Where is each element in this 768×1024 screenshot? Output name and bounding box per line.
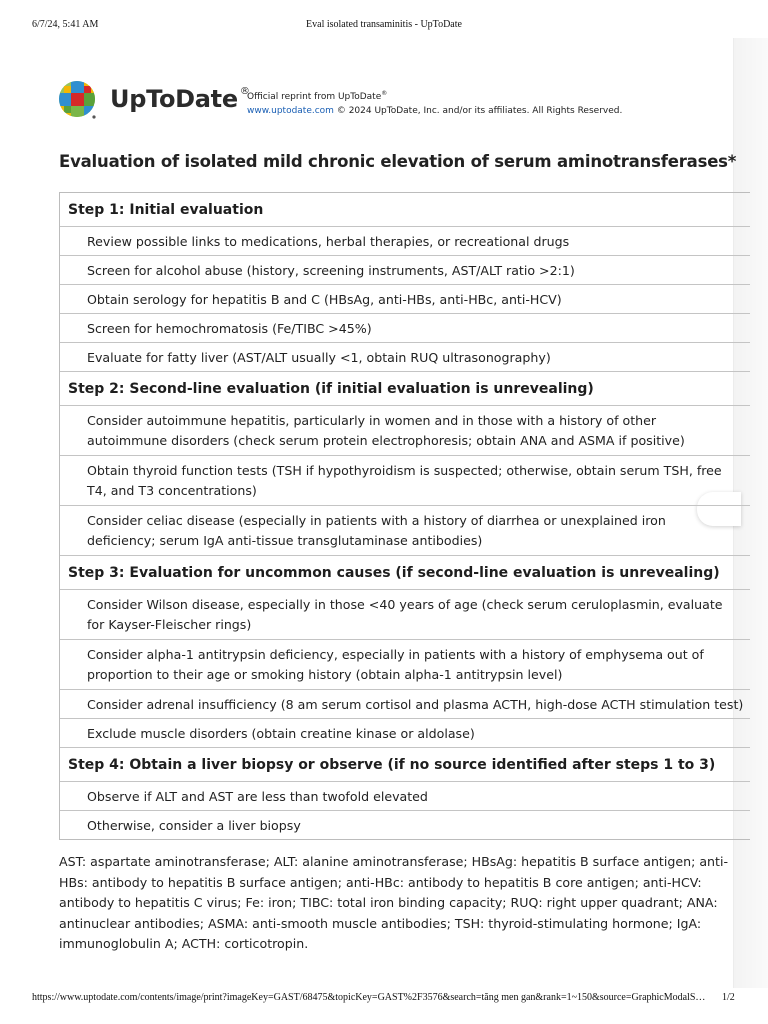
uptodate-logo-icon: [58, 80, 98, 120]
step-3-item: Consider alpha-1 antitrypsin deficiency, especially in patients with a history of emphysema out of proportion to their age or smoking history (obtain alpha-1 antitrypsin level): [60, 640, 750, 690]
step-1-item: Evaluate for fatty liver (AST/ALT usually <1, obtain RUQ ultrasonography): [60, 343, 750, 372]
abbreviations-footnote: AST: aspartate aminotransferase; ALT: alanine aminotransferase; HBsAg: hepatitis B surface antigen; anti-HBs: antibody to hepatitis B surface antigen; anti-HBc: antibody to hepatitis B core antigen; anti-HCV: antibody to hepatitis C virus; Fe: iron; TIBC: total iron binding capacity; RUQ: right upper quadrant; ANA: antinuclear antibodies; ASMA: anti-smooth muscle antibodies; TSH: thyroid-stimulating hormone; IgA: immunoglobulin A; ACTH: corticotropin.: [59, 854, 729, 951]
step-2-item: Obtain thyroid function tests (TSH if hypothyroidism is suspected; otherwise, obtain serum TSH, free T4, and T3 concentrations): [60, 456, 750, 506]
print-page-title: Eval isolated transaminitis - UpToDate: [306, 19, 462, 30]
step-1-item: Obtain serology for hepatitis B and C (HBsAg, anti-HBs, anti-HBc, anti-HCV): [60, 285, 750, 314]
step-4-item: Observe if ALT and AST are less than twofold elevated: [60, 782, 750, 811]
step-3-item: Exclude muscle disorders (obtain creatine kinase or aldolase): [60, 719, 750, 748]
step-1-item: Review possible links to medications, herbal therapies, or recreational drugs: [60, 227, 750, 256]
evaluation-table: [59, 192, 750, 840]
step-1-item: Screen for hemochromatosis (Fe/TIBC >45%): [60, 314, 750, 343]
step-4-item: Otherwise, consider a liver biopsy: [60, 811, 750, 840]
print-header: [0, 19, 768, 33]
step-4-header: Step 4: Obtain a liver biopsy or observe (if no source identified after steps 1 to 3): [60, 748, 750, 782]
reprint-line: Official reprint from UpToDate: [247, 92, 382, 102]
page-number: 1/2: [722, 992, 735, 1003]
step-1-header: Step 1: Initial evaluation: [60, 193, 750, 227]
step-3-item: Consider Wilson disease, especially in those <40 years of age (check serum ceruloplasmin, evaluate for Kayser-Fleischer rings): [60, 590, 750, 640]
step-2-item: Consider autoimmune hepatitis, particularly in women and in those with a history of other autoimmune disorders (check serum protein electrophoresis; obtain ANA and ASMA if positive): [60, 406, 750, 456]
reprint-notice: Official reprint from UpToDate® www.uptodate.com © 2024 UpToDate, Inc. and/or its affiliates. All Rights Reserved.: [247, 90, 623, 116]
print-datetime: 6/7/24, 5:41 AM: [32, 19, 99, 30]
step-2-item: Consider celiac disease (especially in patients with a history of diarrhea or unexplained iron deficiency; serum IgA anti-tissue transglutaminase antibodies): [60, 506, 750, 556]
site-link[interactable]: www.uptodate.com: [247, 106, 334, 116]
step-2-header: Step 2: Second-line evaluation (if initial evaluation is unrevealing): [60, 372, 750, 406]
step-3-header: Step 3: Evaluation for uncommon causes (if second-line evaluation is unrevealing): [60, 556, 750, 590]
copyright-text: © 2024 UpToDate, Inc. and/or its affiliates. All Rights Reserved.: [336, 106, 623, 116]
step-3-item: Consider adrenal insufficiency (8 am serum cortisol and plasma ACTH, high-dose ACTH stimulation test): [60, 690, 750, 719]
step-1-item: Screen for alcohol abuse (history, screening instruments, AST/ALT ratio >2:1): [60, 256, 750, 285]
print-footer: [0, 992, 768, 1006]
page-title: Evaluation of isolated mild chronic elevation of serum aminotransferases*: [59, 152, 737, 171]
brand-name: UpToDate ®: [110, 85, 250, 113]
print-url: https://www.uptodate.com/contents/image/print?imageKey=GAST/68475&topicKey=GAST%2F3576&search=tăng men gan&rank=1~150&source=GraphicModalS…: [32, 992, 706, 1003]
